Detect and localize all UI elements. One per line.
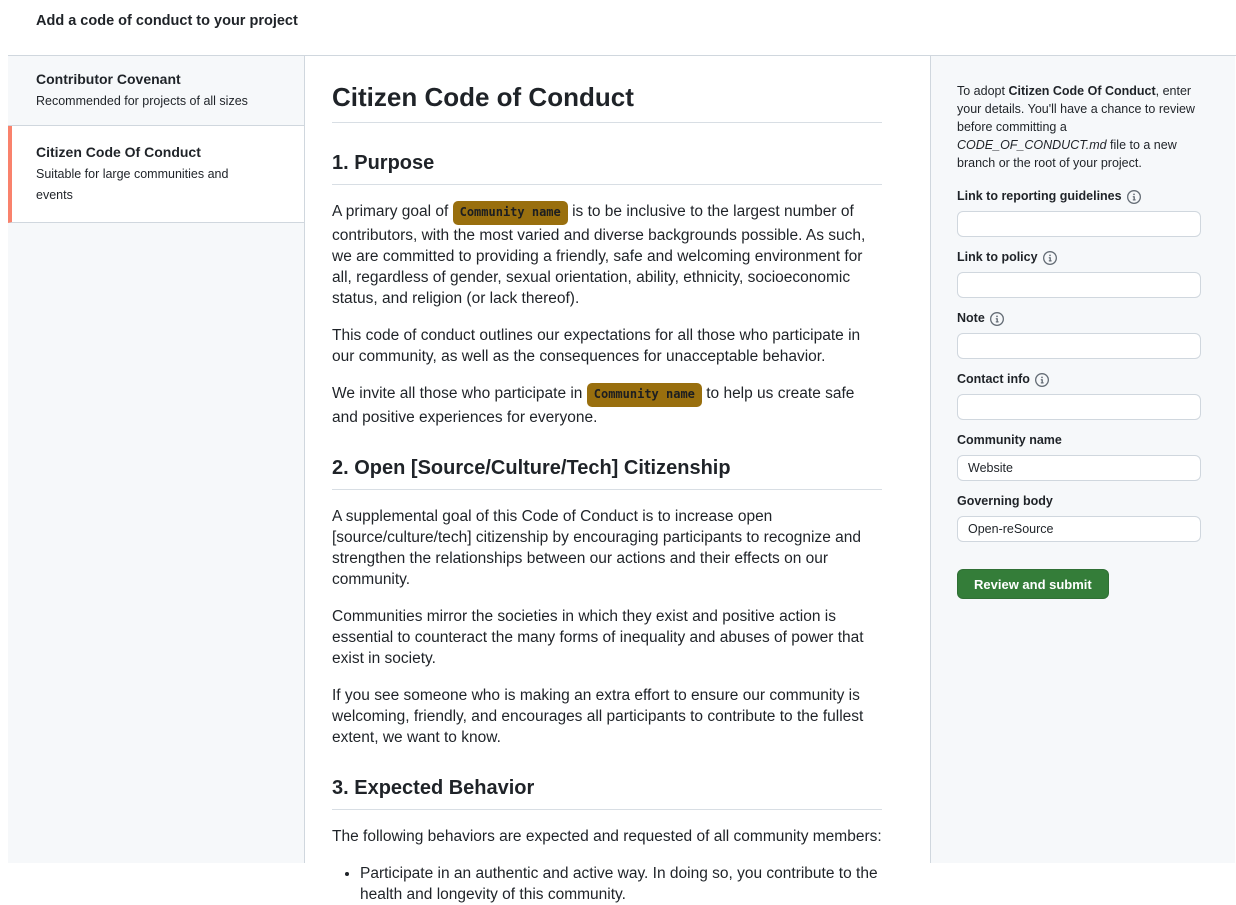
- info-icon[interactable]: [1127, 190, 1141, 204]
- note-input[interactable]: [957, 333, 1201, 359]
- section-title-expected-behavior: 3. Expected Behavior: [332, 776, 882, 810]
- paragraph: A supplemental goal of this Code of Conduct is to increase open [source/culture/tech] citizenship by encouraging participants to recognize and strengthen the relationships between our actions and their effects on our community.: [332, 508, 862, 588]
- paragraph: The following behaviors are expected and requested of all community members:: [332, 828, 882, 845]
- community-name-token: Community name: [587, 383, 702, 407]
- governing-body-input[interactable]: [957, 516, 1201, 542]
- contact-info-input[interactable]: [957, 394, 1201, 420]
- page-title: Add a code of conduct to your project: [36, 13, 298, 29]
- reporting-guidelines-input[interactable]: [957, 211, 1201, 237]
- field-note: [957, 311, 1200, 359]
- template-sidebar: [8, 56, 305, 863]
- field-label: Note: [957, 311, 985, 325]
- template-description: Suitable for large communities and events: [36, 167, 229, 202]
- form-intro: To adopt Citizen Code Of Conduct, enter your details. You'll have a chance to review before committing a CODE_OF_CONDUCT.md file to a new branch or the root of your project.: [957, 84, 1195, 170]
- code-preview: [305, 56, 931, 903]
- community-name-token: Community name: [453, 201, 568, 225]
- info-icon[interactable]: [1043, 251, 1057, 265]
- paragraph: We invite all those who participate in Community name to help us create safe and positive experiences for everyone.: [332, 385, 855, 426]
- field-community-name: [957, 433, 1200, 481]
- field-label: Link to policy: [957, 250, 1038, 264]
- info-icon[interactable]: [1035, 373, 1049, 387]
- content-area: [8, 55, 1236, 903]
- section-title-citizenship: 2. Open [Source/Culture/Tech] Citizenship: [332, 456, 882, 490]
- paragraph: A primary goal of Community name is to be inclusive to the largest number of contributors, with the most varied and diverse backgrounds possible. As such, we are committed to providing a friendly, safe and welcoming environment for all, regardless of gender, sexual orientation, ability, ethnicity, socioeconomic status, and religion (or lack thereof).: [332, 203, 866, 307]
- review-and-submit-button[interactable]: Review and submit: [957, 569, 1109, 599]
- section-title-purpose: 1. Purpose: [332, 151, 882, 185]
- paragraph: This code of conduct outlines our expectations for all those who participate in our community, as well as the consequences for unacceptable behavior.: [332, 327, 861, 365]
- paragraph: If you see someone who is making an extra effort to ensure our community is welcoming, friendly, and encourages all participants to contribute to the fullest extent, we want to know.: [332, 687, 864, 746]
- behavior-list: [332, 863, 882, 905]
- field-governing-body: [957, 494, 1200, 542]
- field-link-to-policy: [957, 250, 1200, 298]
- template-description: Recommended for projects of all sizes: [36, 94, 248, 108]
- filename-italic: CODE_OF_CONDUCT.md: [957, 138, 1107, 152]
- template-name-bold: Citizen Code Of Conduct: [1008, 84, 1156, 98]
- adopt-form-panel: [931, 56, 1235, 863]
- link-to-policy-input[interactable]: [957, 272, 1201, 298]
- field-label: Link to reporting guidelines: [957, 189, 1122, 203]
- community-name-input[interactable]: [957, 455, 1201, 481]
- field-label: Governing body: [957, 494, 1053, 508]
- info-icon[interactable]: [990, 312, 1004, 326]
- page-header: [0, 0, 1236, 55]
- sidebar-item-citizen-code[interactable]: [8, 126, 304, 223]
- field-contact-info: [957, 372, 1200, 420]
- field-label: Community name: [957, 433, 1062, 447]
- list-item: • Participate in an authentic and active way. In doing so, you contribute to the health and longevity of this community.: [360, 863, 882, 905]
- preview-heading: Citizen Code of Conduct: [332, 82, 882, 123]
- field-reporting-guidelines: [957, 189, 1200, 237]
- paragraph: Communities mirror the societies in which they exist and positive action is essential to counteract the many forms of inequality and abuses of power that exist in society.: [332, 608, 864, 667]
- template-title: Citizen Code Of Conduct: [36, 144, 201, 160]
- sidebar-item-contributor-covenant[interactable]: [8, 56, 304, 126]
- template-title: Contributor Covenant: [36, 71, 181, 87]
- field-label: Contact info: [957, 372, 1030, 386]
